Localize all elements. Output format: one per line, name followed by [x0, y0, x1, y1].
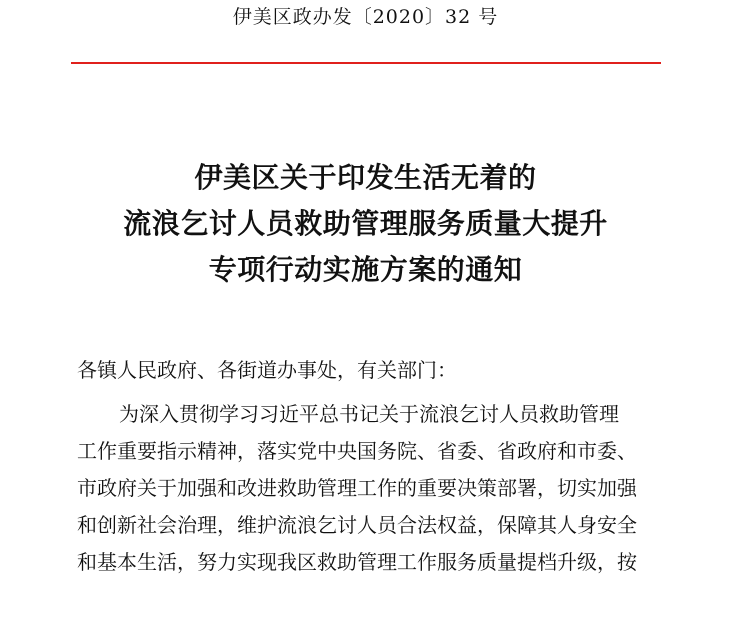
body-line: 和创新社会治理，维护流浪乞讨人员合法权益，保障其人身安全 [77, 513, 637, 537]
title-line: 伊美区关于印发生活无着的 [194, 161, 537, 194]
body-line: 为深入贯彻学习习近平总书记关于流浪乞讨人员救助管理 [119, 402, 619, 426]
red-header-rule [71, 62, 661, 64]
document-title [0, 155, 731, 293]
body-paragraph [77, 396, 667, 581]
salutation: 各镇人民政府、各街道办事处，有关部门： [77, 358, 457, 382]
title-line: 专项行动实施方案的通知 [208, 253, 523, 286]
body-line: 工作重要指示精神，落实党中央国务院、省委、省政府和市委、 [77, 439, 637, 463]
title-line: 流浪乞讨人员救助管理服务质量大提升 [123, 207, 608, 240]
body-line: 市政府关于加强和改进救助管理工作的重要决策部署，切实加强 [77, 476, 637, 500]
body-line: 和基本生活，努力实现我区救助管理工作服务质量提档升级，按 [77, 550, 637, 574]
document-number: 伊美区政办发〔2020〕32 号 [232, 6, 499, 28]
